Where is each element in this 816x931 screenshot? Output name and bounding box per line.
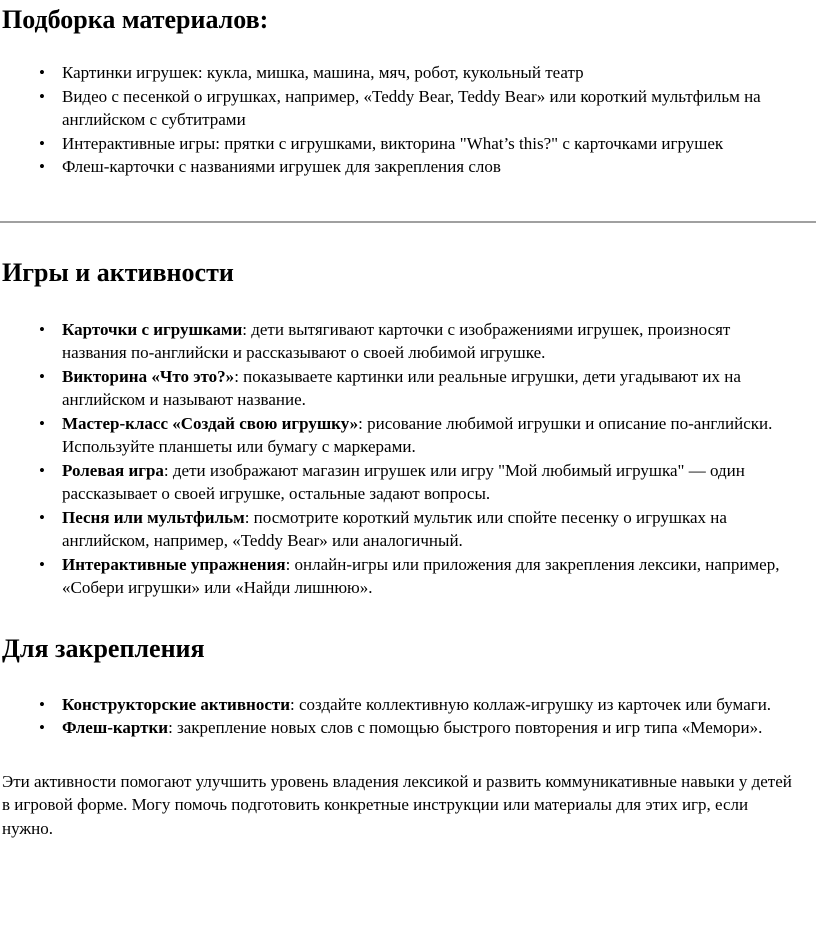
- list-item: [62, 61, 798, 85]
- list-item-text: Видео с песенкой о игрушках, например, «Teddy Bear, Teddy Bear» или короткий мультфильм на английском с субтитрами: [62, 86, 761, 129]
- list-item: [62, 506, 798, 553]
- section-games-heading: Игры и активности: [2, 257, 234, 287]
- list-item-text: : посмотрите короткий мультик или спойте песенку о игрушках на английском, например, «Teddy Bear» или аналогичный.: [62, 507, 727, 550]
- list-item-text: : закрепление новых слов с помощью быстрого повторения и игр типа «Мемори».: [168, 718, 763, 737]
- list-item: [62, 553, 798, 600]
- list-item-lead: Ролевая игра: [62, 460, 164, 480]
- list-item-text: : дети изображают магазин игрушек или игру "Мой любимый игрушка" — один рассказывает о своей игрушке, остальные задают вопросы.: [62, 460, 745, 503]
- section-materials-heading: Подборка материалов:: [2, 5, 269, 34]
- list-item-text: Картинки игрушек: кукла, мишка, машина, мяч, робот, кукольный театр: [62, 63, 584, 82]
- consolidation-list: [2, 693, 798, 740]
- list-item: [62, 412, 798, 459]
- list-item: [62, 716, 798, 740]
- list-item: [62, 693, 798, 717]
- section-consolidation: [2, 633, 798, 740]
- list-item-text: : показываете картинки или реальные игрушки, дети угадывают их на английском и называют название.: [62, 366, 741, 409]
- games-list: [2, 318, 798, 600]
- list-item-text: : онлайн-игры или приложения для закрепления лексики, например, «Собери игрушки» или «Найди лишнюю».: [62, 554, 780, 597]
- list-item-lead: Флеш-картки: [62, 718, 169, 737]
- closing-paragraph: Эти активности помогают улучшить уровень владения лексикой и развить коммуникативные навыки у детей в игровой форме. Могу помочь подготовить конкретные инструкции или материалы для этих игр, если нужно.: [2, 771, 792, 838]
- list-item: [62, 132, 798, 156]
- section-materials: [2, 4, 798, 179]
- section-games: [2, 257, 798, 600]
- list-item-text: : рисование любимой игрушки и описание по-английски. Используйте планшеты или бумагу с маркерами.: [62, 413, 773, 456]
- list-item-lead: Конструкторские активности: [62, 694, 291, 714]
- list-item: [62, 155, 798, 179]
- list-item-text: Интерактивные игры: прятки с игрушками, викторина "What’s this?" с карточками игрушек: [62, 133, 724, 153]
- list-item-text: : дети вытягивают карточки с изображениями игрушек, произносят названия по-английски и рассказывают о своей любимой игрушке.: [62, 319, 731, 362]
- section-consolidation-heading: Для закрепления: [2, 633, 205, 663]
- list-item-lead: Интерактивные упражнения: [62, 554, 286, 574]
- materials-list: [2, 61, 798, 179]
- list-item: [62, 459, 798, 506]
- list-item: [62, 85, 798, 132]
- list-item-lead: Песня или мультфильм: [62, 507, 245, 527]
- section-divider: [0, 221, 816, 223]
- list-item-lead: Карточки с игрушками: [62, 319, 243, 339]
- list-item-lead: Мастер-класс «Создай свою игрушку»: [62, 413, 359, 433]
- list-item-lead: Викторина «Что это?»: [62, 366, 235, 386]
- list-item-text: Флеш-карточки с названиями игрушек для закрепления слов: [62, 157, 501, 176]
- list-item-text: : создайте коллективную коллаж-игрушку из карточек или бумаги.: [290, 694, 772, 714]
- list-item: [62, 365, 798, 412]
- list-item: [62, 318, 798, 365]
